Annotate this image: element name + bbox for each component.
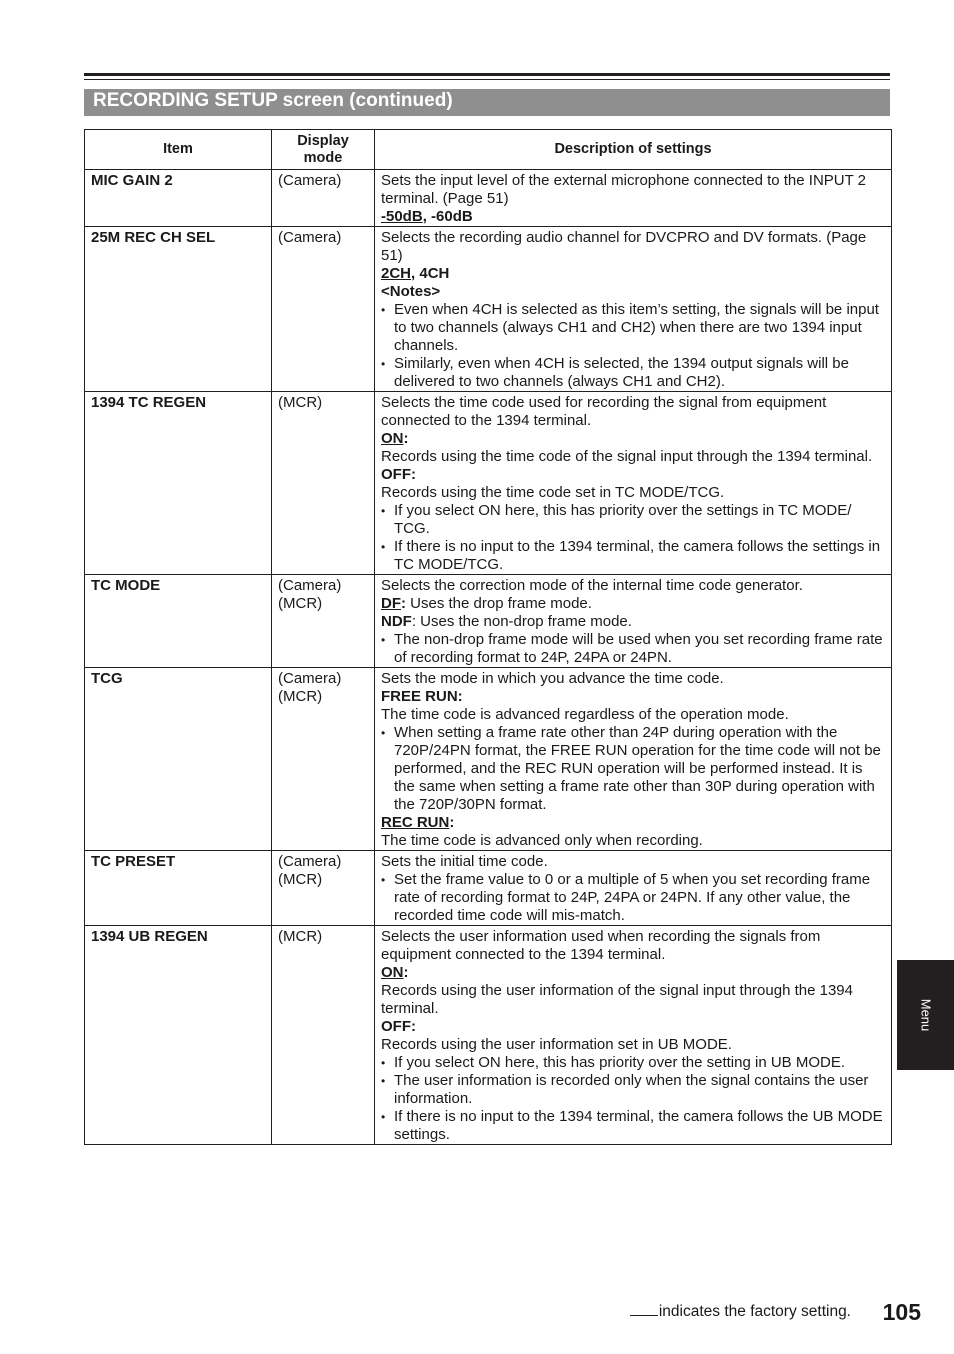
column-header-item: Item: [85, 130, 272, 170]
item-name: TCG: [85, 668, 272, 851]
display-mode: [272, 170, 375, 227]
note-item: • When setting a frame rate other than 24P during operation with the 720P/24PN format, the FREE RUN operation for the time code will not be performed, and the REC RUN operation will be performed instead. It is the same when setting a frame rate other than 30P during operation with the 720P/30PN format.: [381, 724, 885, 814]
default-option: 2CH: [381, 265, 412, 282]
description: [375, 227, 892, 392]
display-mode: [272, 668, 375, 851]
option-on-heading: [381, 964, 885, 982]
option-values: [381, 265, 885, 283]
display-mode: [272, 392, 375, 575]
note-item: • Set the frame value to 0 or a multiple of 5 when you set recording frame rate of recording format to 24P, 24PA or 24PN. If any other value, the recorded time code will mis-match.: [381, 871, 885, 925]
other-options: , 4CH: [411, 265, 450, 282]
option-free-run-heading: FREE RUN:: [381, 688, 463, 705]
option-rec-run-text: The time code is advanced only when recording.: [381, 832, 703, 849]
default-option: -50dB: [381, 208, 423, 225]
table-header-row: [85, 130, 892, 170]
display-mode: [272, 851, 375, 926]
underline-sample: [630, 1315, 658, 1316]
item-name: MIC GAIN 2: [85, 170, 272, 227]
display-mode-line: (MCR): [278, 688, 323, 705]
option-on-text: Records using the time code of the signal input through the 1394 terminal.: [381, 448, 873, 465]
notes-list: [381, 1054, 885, 1144]
option-df: [381, 595, 885, 613]
table-row: [85, 851, 892, 926]
option-df-label: DF: [381, 595, 401, 612]
option-ndf-text: : Uses the non-drop frame mode.: [411, 613, 632, 630]
menu-side-tab-label: Menu: [918, 998, 933, 1032]
notes-list: [381, 871, 885, 925]
option-off-heading: OFF:: [381, 1018, 416, 1035]
table-row: [85, 392, 892, 575]
description-text: Selects the correction mode of the internal time code generator.: [381, 577, 803, 594]
description-text: Sets the mode in which you advance the time code.: [381, 670, 724, 687]
other-options: , -60dB: [422, 208, 473, 225]
description: [375, 575, 892, 668]
table-row: [85, 575, 892, 668]
table-row: [85, 227, 892, 392]
table-row: [85, 668, 892, 851]
display-mode-line: (Camera): [278, 172, 342, 189]
item-name: TC MODE: [85, 575, 272, 668]
item-name: 1394 UB REGEN: [85, 926, 272, 1145]
display-mode-line: (Camera): [278, 229, 342, 246]
display-mode-line: (Camera): [278, 853, 342, 870]
option-rec-run-heading: [381, 814, 885, 832]
description-text: Sets the initial time code.: [381, 853, 548, 870]
section-title: RECORDING SETUP screen (continued): [84, 89, 890, 116]
description: [375, 851, 892, 926]
notes-list: [381, 502, 885, 574]
option-on-colon: :: [403, 430, 409, 447]
option-on-text: Records using the user information of the signal input through the 1394 terminal.: [381, 982, 853, 1017]
column-header-display-mode: Display mode: [272, 130, 375, 170]
description: [375, 392, 892, 575]
description-text: Selects the recording audio channel for DVCPRO and DV formats. (Page 51): [381, 229, 867, 264]
note-item: • If you select ON here, this has priority over the setting in UB MODE.: [381, 1054, 885, 1072]
option-rec-run-label: REC RUN: [381, 814, 450, 831]
option-off-text: Records using the time code set in TC MODE/TCG.: [381, 484, 725, 501]
option-on-heading: [381, 430, 885, 448]
description: [375, 668, 892, 851]
display-mode-line: (MCR): [278, 394, 323, 411]
notes-list: [381, 631, 885, 667]
option-free-run-text: The time code is advanced regardless of the operation mode.: [381, 706, 789, 723]
display-mode: [272, 227, 375, 392]
option-on-label: ON: [381, 430, 404, 447]
factory-setting-note-text: indicates the factory setting.: [658, 1303, 851, 1320]
description: [375, 926, 892, 1145]
note-item: • The non-drop frame mode will be used when you set recording frame rate of recording format to 24P, 24PA or 24PN.: [381, 631, 885, 667]
page-number: 105: [882, 1299, 921, 1325]
item-name: 25M REC CH SEL: [85, 227, 272, 392]
display-mode-line: (Camera): [278, 577, 342, 594]
option-ndf-label: NDF: [381, 613, 412, 630]
column-header-description: Description of settings: [375, 130, 892, 170]
description-text: Sets the input level of the external microphone connected to the INPUT 2 terminal. (Page 51): [381, 172, 867, 207]
note-item: • The user information is recorded only when the signal contains the user information.: [381, 1072, 885, 1108]
settings-table: [84, 129, 892, 1145]
display-mode-line: (MCR): [278, 595, 323, 612]
note-item: • If you select ON here, this has priority over the settings in TC MODE/ TCG.: [381, 502, 885, 538]
option-rec-run-colon: :: [449, 814, 455, 831]
display-mode-line: (MCR): [278, 928, 323, 945]
option-df-text: Uses the drop frame mode.: [406, 595, 592, 612]
option-on-colon: :: [403, 964, 409, 981]
notes-list: [381, 724, 885, 814]
display-mode: [272, 926, 375, 1145]
top-rule-thin: [84, 79, 890, 80]
table-row: [85, 170, 892, 227]
description: [375, 170, 892, 227]
item-name: 1394 TC REGEN: [85, 392, 272, 575]
item-name: TC PRESET: [85, 851, 272, 926]
note-item: • If there is no input to the 1394 terminal, the camera follows the settings in TC MODE/TCG.: [381, 538, 885, 574]
notes-heading: <Notes>: [381, 283, 441, 300]
table-row: [85, 926, 892, 1145]
option-on-label: ON: [381, 964, 404, 981]
display-mode-line: (Camera): [278, 670, 342, 687]
notes-list: [381, 301, 885, 391]
top-rule-thick: [84, 73, 890, 76]
note-item: • Similarly, even when 4CH is selected, the 1394 output signals will be delivered to two channels (always CH1 and CH2).: [381, 355, 885, 391]
option-values: [381, 208, 885, 226]
display-mode-line: (MCR): [278, 871, 323, 888]
description-text: Selects the user information used when recording the signals from equipment connected to the 1394 terminal.: [381, 928, 821, 963]
display-mode: [272, 575, 375, 668]
description-text: Selects the time code used for recording the signal from equipment connected to the 1394 terminal.: [381, 394, 827, 429]
note-item: • Even when 4CH is selected as this item’s setting, the signals will be input to two channels (always CH1 and CH2) when there are two 1394 input channels.: [381, 301, 885, 355]
menu-side-tab: [897, 960, 954, 1070]
option-off-text: Records using the user information set in UB MODE.: [381, 1036, 732, 1053]
note-item: • If there is no input to the 1394 terminal, the camera follows the UB MODE settings.: [381, 1108, 885, 1144]
option-ndf: [381, 613, 885, 631]
option-off-heading: OFF:: [381, 466, 416, 483]
factory-setting-note: [630, 1303, 851, 1321]
option-df-colon: :: [401, 595, 406, 612]
